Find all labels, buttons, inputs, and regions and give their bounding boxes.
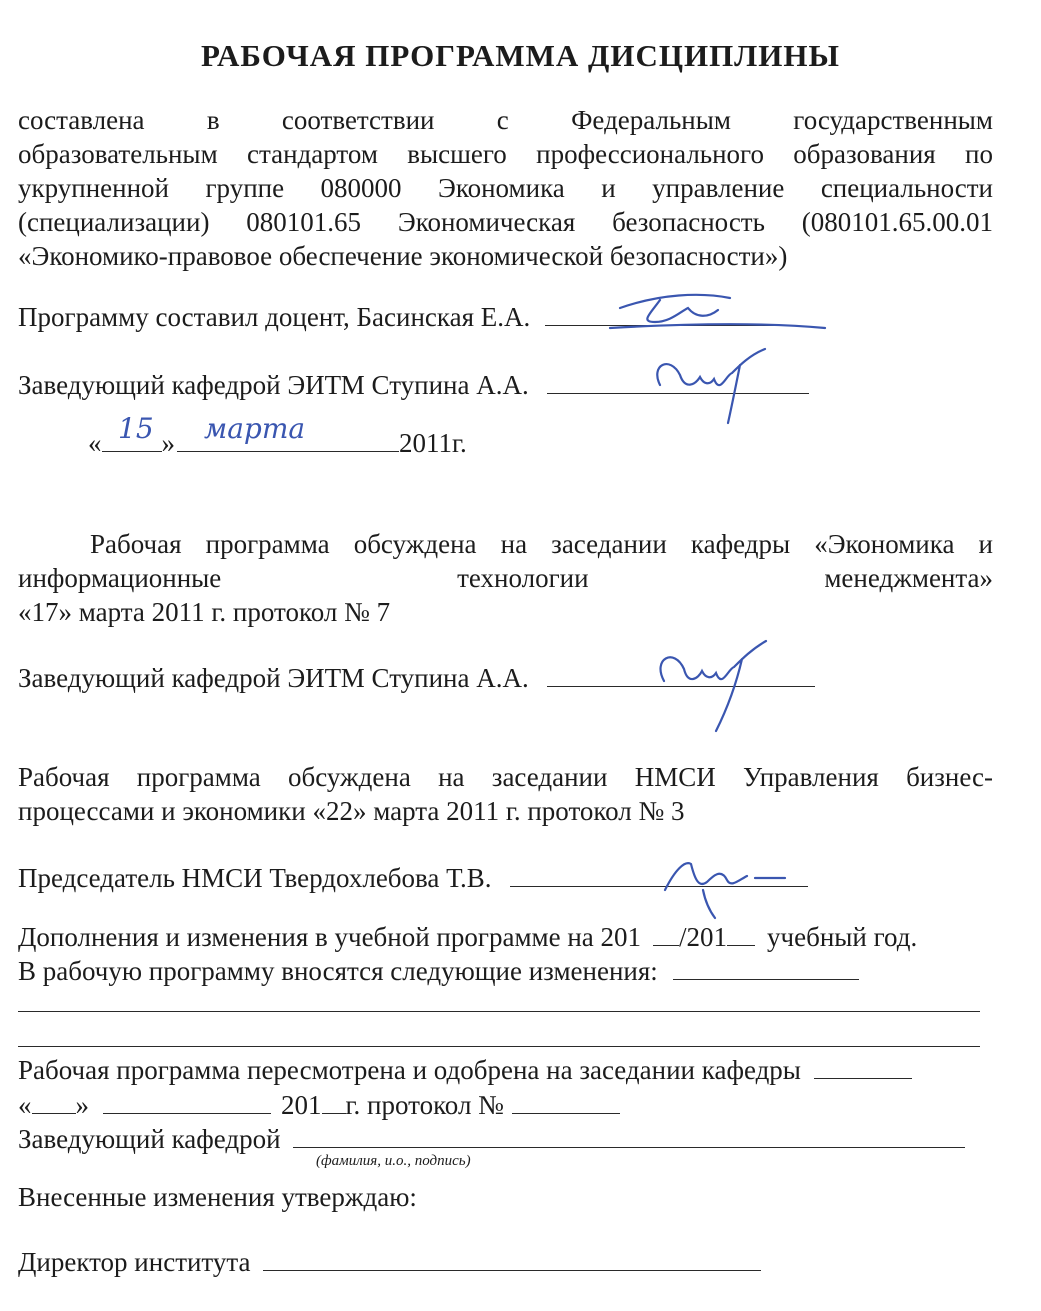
- close-quote: »: [75, 1090, 89, 1120]
- review-line2: [18, 1088, 620, 1122]
- intro-line: укрупненной группе 080000 Экономика и управление специальности: [18, 173, 993, 203]
- open-quote: «: [18, 1090, 32, 1120]
- meeting2-line: процессами и экономики «22» марта 2011 г. протокол № 3: [18, 796, 685, 826]
- changes-text: В рабочую программу вносятся следующие изменения:: [18, 956, 658, 986]
- fill-rule: [814, 1077, 912, 1079]
- meeting1-line: информационные технологии менеджмента»: [18, 563, 993, 593]
- protocol-rule: [512, 1112, 620, 1114]
- year-text: 2011г.: [399, 428, 467, 458]
- meeting1-paragraph: [18, 527, 993, 629]
- month-rule: [103, 1112, 271, 1114]
- chair-signature: [655, 850, 795, 920]
- author-label: Программу составил доцент, Басинская Е.А.: [18, 302, 531, 332]
- head3-label: Заведующий кафедрой: [18, 1124, 281, 1154]
- director-label: Директор института: [18, 1247, 251, 1277]
- protocol-text: г. протокол №: [345, 1090, 504, 1120]
- review-line1: [18, 1053, 912, 1087]
- year-prefix: 201: [281, 1090, 322, 1120]
- handwritten-day: 15: [118, 412, 154, 445]
- page-title: РАБОЧАЯ ПРОГРАММА ДИСЦИПЛИНЫ: [201, 38, 840, 73]
- intro-paragraph: [18, 103, 993, 273]
- approve-line: Внесенные изменения утверждаю:: [18, 1182, 417, 1212]
- head2-label: Заведующий кафедрой ЭИТМ Ступина А.А.: [18, 663, 529, 693]
- month-rule: [177, 450, 399, 452]
- changes-text: Дополнения и изменения в учебной программе на 201: [18, 922, 642, 952]
- year-rule: [653, 944, 679, 946]
- head1-signature: [640, 345, 790, 425]
- day-rule: [32, 1112, 76, 1114]
- changes-text: /201: [679, 922, 728, 952]
- head1-label: Заведующий кафедрой ЭИТМ Ступина А.А.: [18, 370, 529, 400]
- blank-line: [18, 1046, 980, 1047]
- meeting2-line: Рабочая программа обсуждена на заседании НМСИ Управления бизнес-: [18, 762, 993, 792]
- year-rule: [727, 944, 755, 946]
- intro-line: составлена в соответствии с Федеральным государственным: [18, 105, 993, 135]
- close-quote: »: [161, 428, 175, 458]
- author-signature: [600, 288, 830, 338]
- changes-text: учебный год.: [767, 922, 918, 952]
- handwritten-month: марта: [204, 412, 306, 445]
- intro-line: образовательным стандартом высшего профессионального образования по: [18, 139, 993, 169]
- signature-rule: [263, 1269, 761, 1271]
- head2-signature: [640, 635, 790, 735]
- blank-line: [18, 1011, 980, 1012]
- intro-line: «Экономико-правовое обеспечение экономической безопасности»): [18, 241, 788, 271]
- head3-line: [18, 1122, 965, 1156]
- changes-line1: [18, 920, 917, 954]
- intro-line: (специализации) 080101.65 Экономическая безопасность (080101.65.00.01: [18, 207, 993, 237]
- year-rule: [322, 1112, 346, 1114]
- signature-rule: [293, 1146, 965, 1148]
- review-text: Рабочая программа пересмотрена и одобрена на заседании кафедры: [18, 1055, 801, 1085]
- director-line: [18, 1245, 761, 1279]
- changes-line2: [18, 954, 859, 988]
- open-quote: «: [88, 428, 102, 458]
- signature-caption: (фамилия, и.о., подпись): [316, 1153, 471, 1169]
- meeting1-line: «17» марта 2011 г. протокол № 7: [18, 597, 391, 627]
- chair-label: Председатель НМСИ Твердохлебова Т.В.: [18, 863, 492, 893]
- fill-rule: [673, 978, 859, 980]
- meeting1-line: Рабочая программа обсуждена на заседании кафедры «Экономика и: [90, 529, 993, 559]
- day-rule: [102, 450, 162, 452]
- meeting2-paragraph: [18, 760, 993, 828]
